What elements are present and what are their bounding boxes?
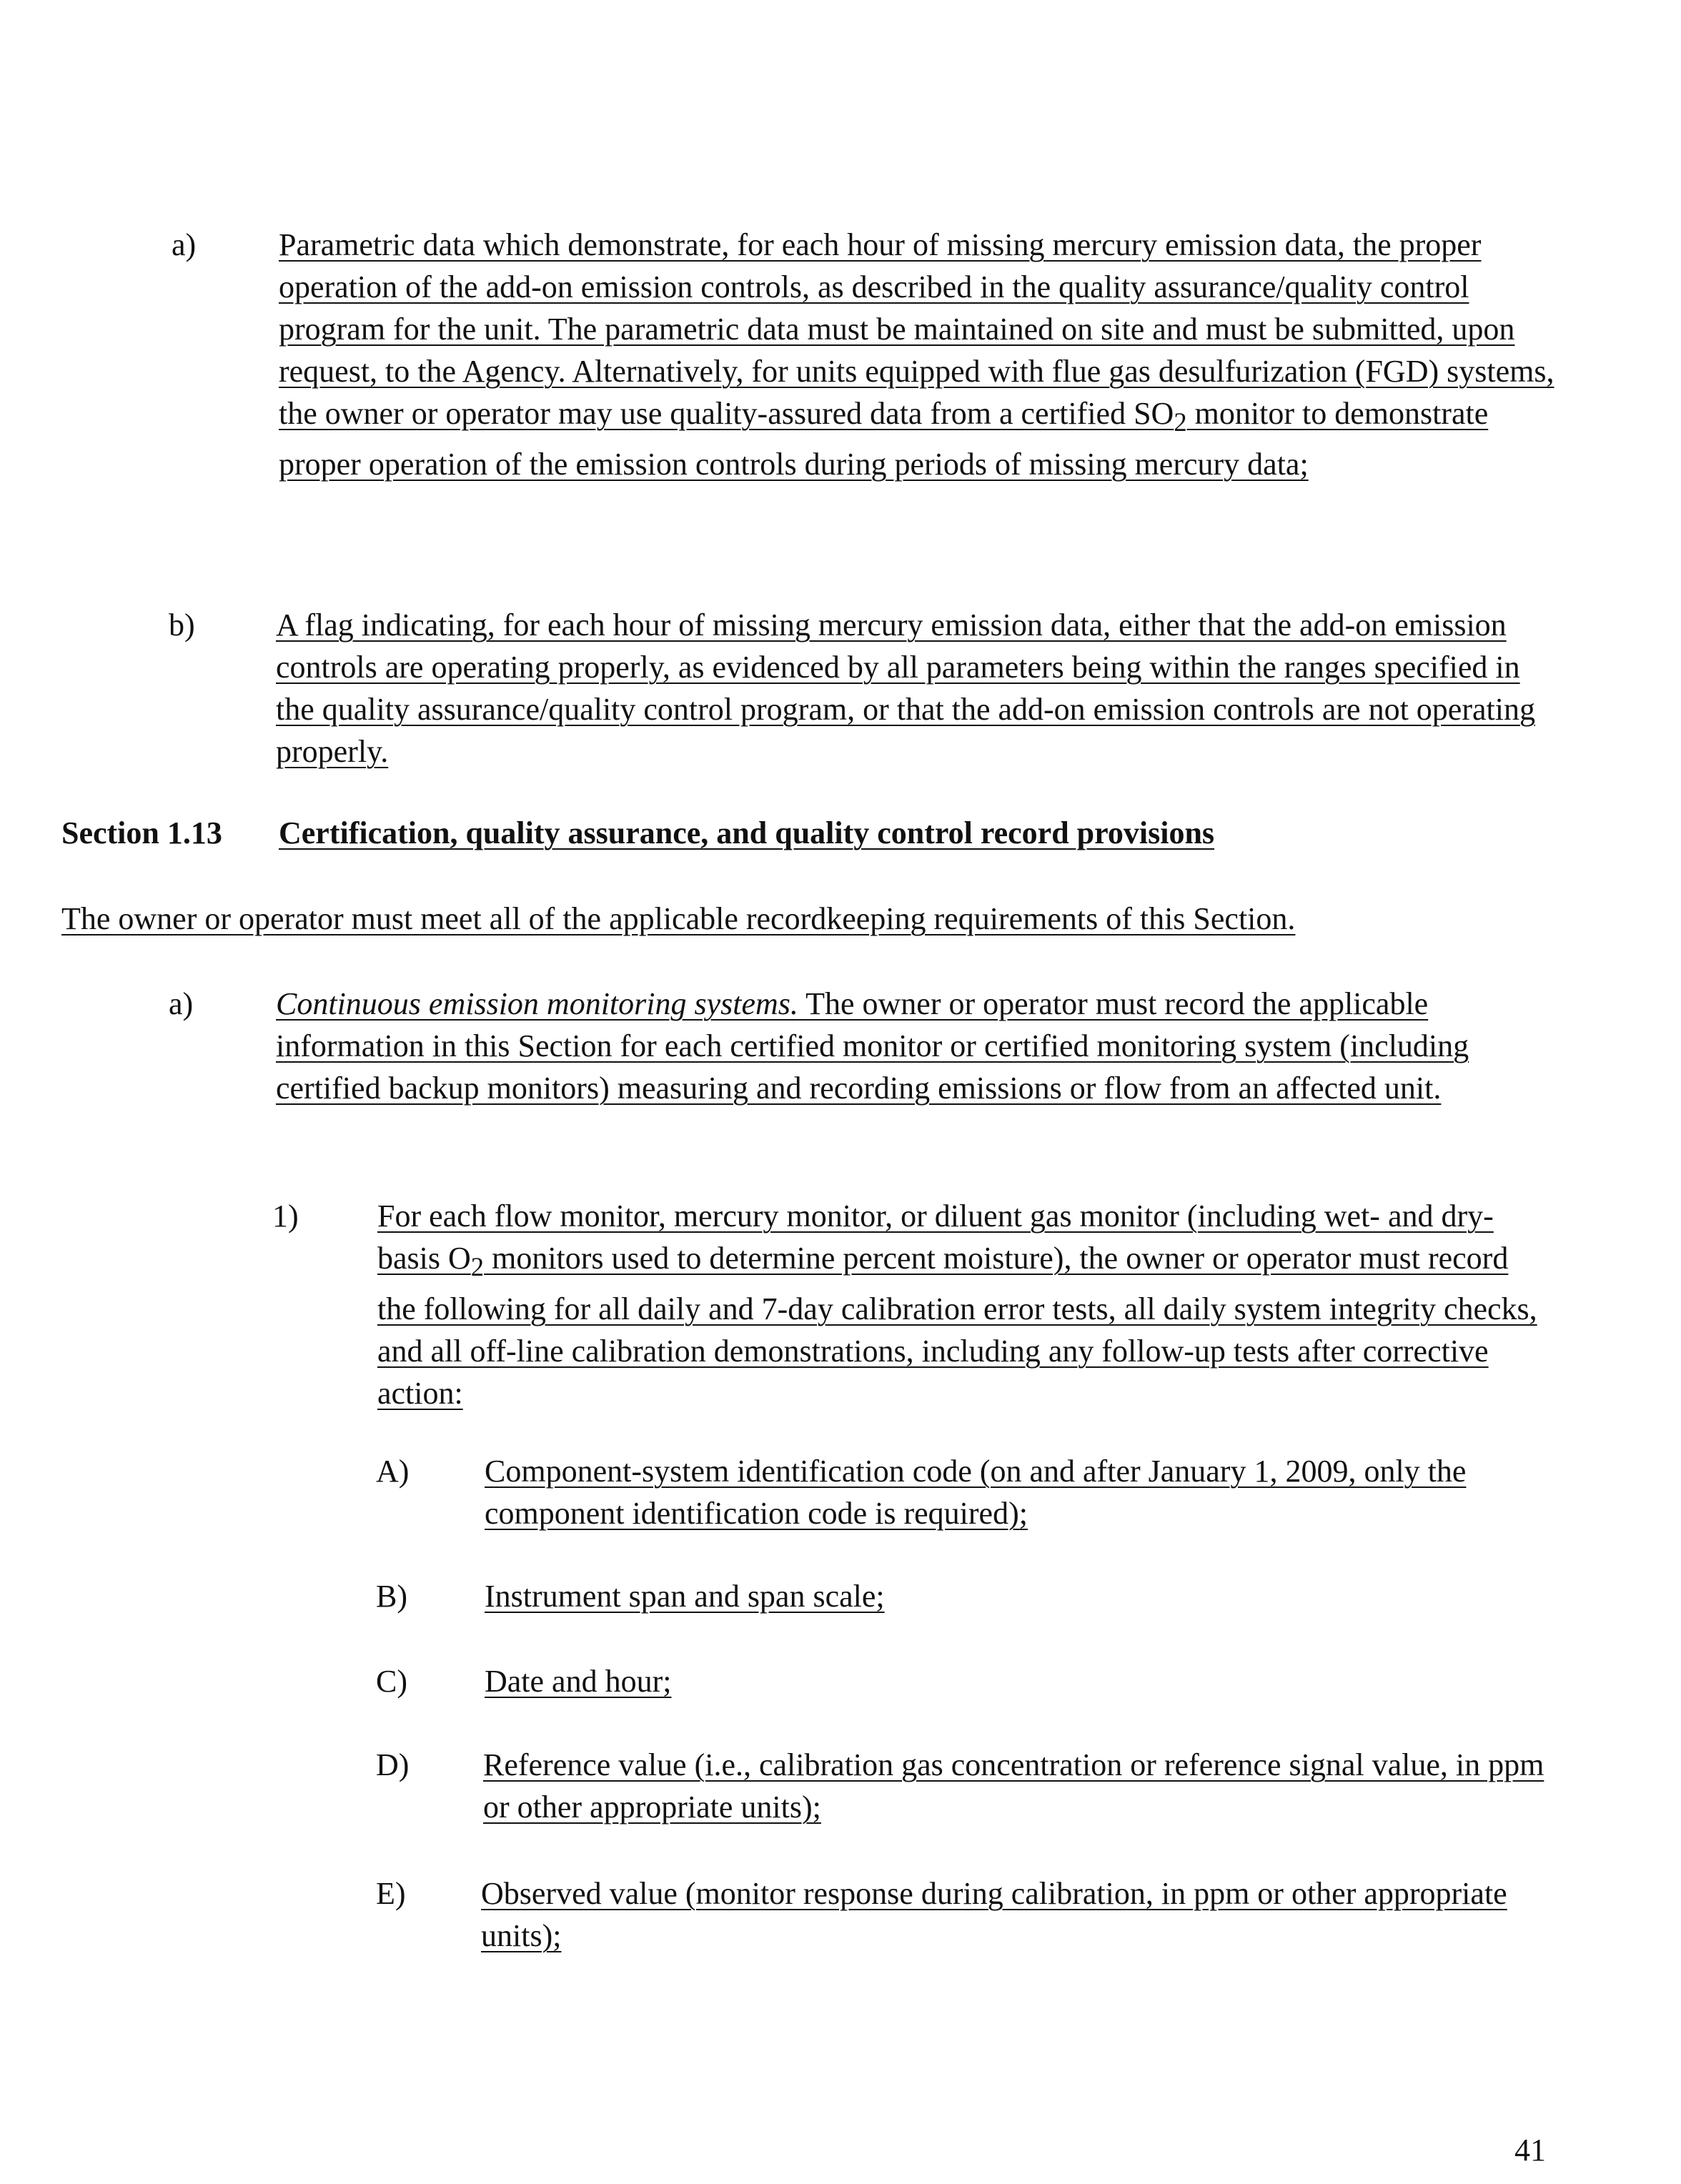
- item-1: [272, 1195, 1549, 1414]
- sub-item-d-label: D): [376, 1747, 410, 1782]
- section-heading: [61, 812, 1214, 854]
- item-a-label: a): [172, 227, 197, 262]
- sub-item-a: [376, 1450, 1557, 1534]
- section-intro: The owner or operator must meet all of the applicable recordkeeping requirements of this Section.: [61, 901, 1296, 936]
- item-1-text: For each flow monitor, mercury monitor, or diluent gas monitor (including wet- and dry-basis $O_2$ monitors used to determine percent moisture), the owner or operator must record the following for all daily and 7-day calibration error tests, all daily system integrity checks, and all off-line calibration demonstrations, including any follow-up tests after corrective action:: [377, 1198, 1537, 1411]
- section-number: Section 1.13: [61, 815, 222, 850]
- subsection-a-label: a): [169, 986, 194, 1021]
- sub-item-b-label: B): [376, 1579, 407, 1614]
- sub-item-a-text: Component-system identification code (on and after January 1, 2009, only the component identification code is required);: [485, 1454, 1467, 1531]
- sub-item-e: [376, 1872, 1553, 1957]
- subsection-a: [169, 983, 1566, 1109]
- item-1-label: 1): [272, 1198, 299, 1234]
- page-number: 41: [1514, 2133, 1546, 2168]
- sub-item-d: [376, 1744, 1555, 1828]
- sub-item-d-text: Reference value (i.e., calibration gas concentration or reference signal value, in ppm or other appropriate units);: [483, 1747, 1544, 1825]
- item-b-text: A flag indicating, for each hour of missing mercury emission data, either that the add-on emission controls are operating properly, as evidenced by all parameters being within the ranges specified in the quality assurance/quality control program, or that the add-on emission controls are not operating properly.: [276, 607, 1535, 769]
- sub-item-c-text: Date and hour;: [485, 1664, 672, 1699]
- item-b-label: b): [169, 607, 195, 642]
- subsection-a-title: Continuous emission monitoring systems.: [276, 986, 798, 1021]
- item-a-text: Parametric data which demonstrate, for each hour of missing mercury emission data, the proper operation of the add-on emission controls, as described in the quality assurance/quality control program for the unit. The parametric data must be maintained on site and must be submitted, upon request, to the Agency. Alternatively, for units equipped with flue gas desulfurization (FGD) systems, the owner or operator may use quality-assured data from a certified $SO_2$ monitor to demonstrate proper operation of the emission controls during periods of missing mercury data;: [279, 227, 1554, 482]
- item-a: [172, 224, 1558, 485]
- section-title: Certification, quality assurance, and quality control record provisions: [279, 815, 1215, 850]
- subsection-a-text: Continuous emission monitoring systems. The owner or operator must record the applicable information in this Section for each certified monitor or certified monitoring system (including certified backup monitors) measuring and recording emissions or flow from an affected unit.: [276, 986, 1469, 1106]
- sub-item-a-label: A): [376, 1454, 410, 1489]
- sub-item-b-text: Instrument span and span scale;: [485, 1579, 885, 1614]
- sub-item-c-label: C): [376, 1664, 407, 1699]
- sub-item-e-text: Observed value (monitor response during calibration, in ppm or other appropriate units);: [481, 1876, 1507, 1953]
- sub-item-b: [376, 1575, 1557, 1617]
- sub-item-c: [376, 1660, 1557, 1702]
- item-b: [169, 604, 1562, 773]
- sub-item-e-label: E): [376, 1876, 406, 1911]
